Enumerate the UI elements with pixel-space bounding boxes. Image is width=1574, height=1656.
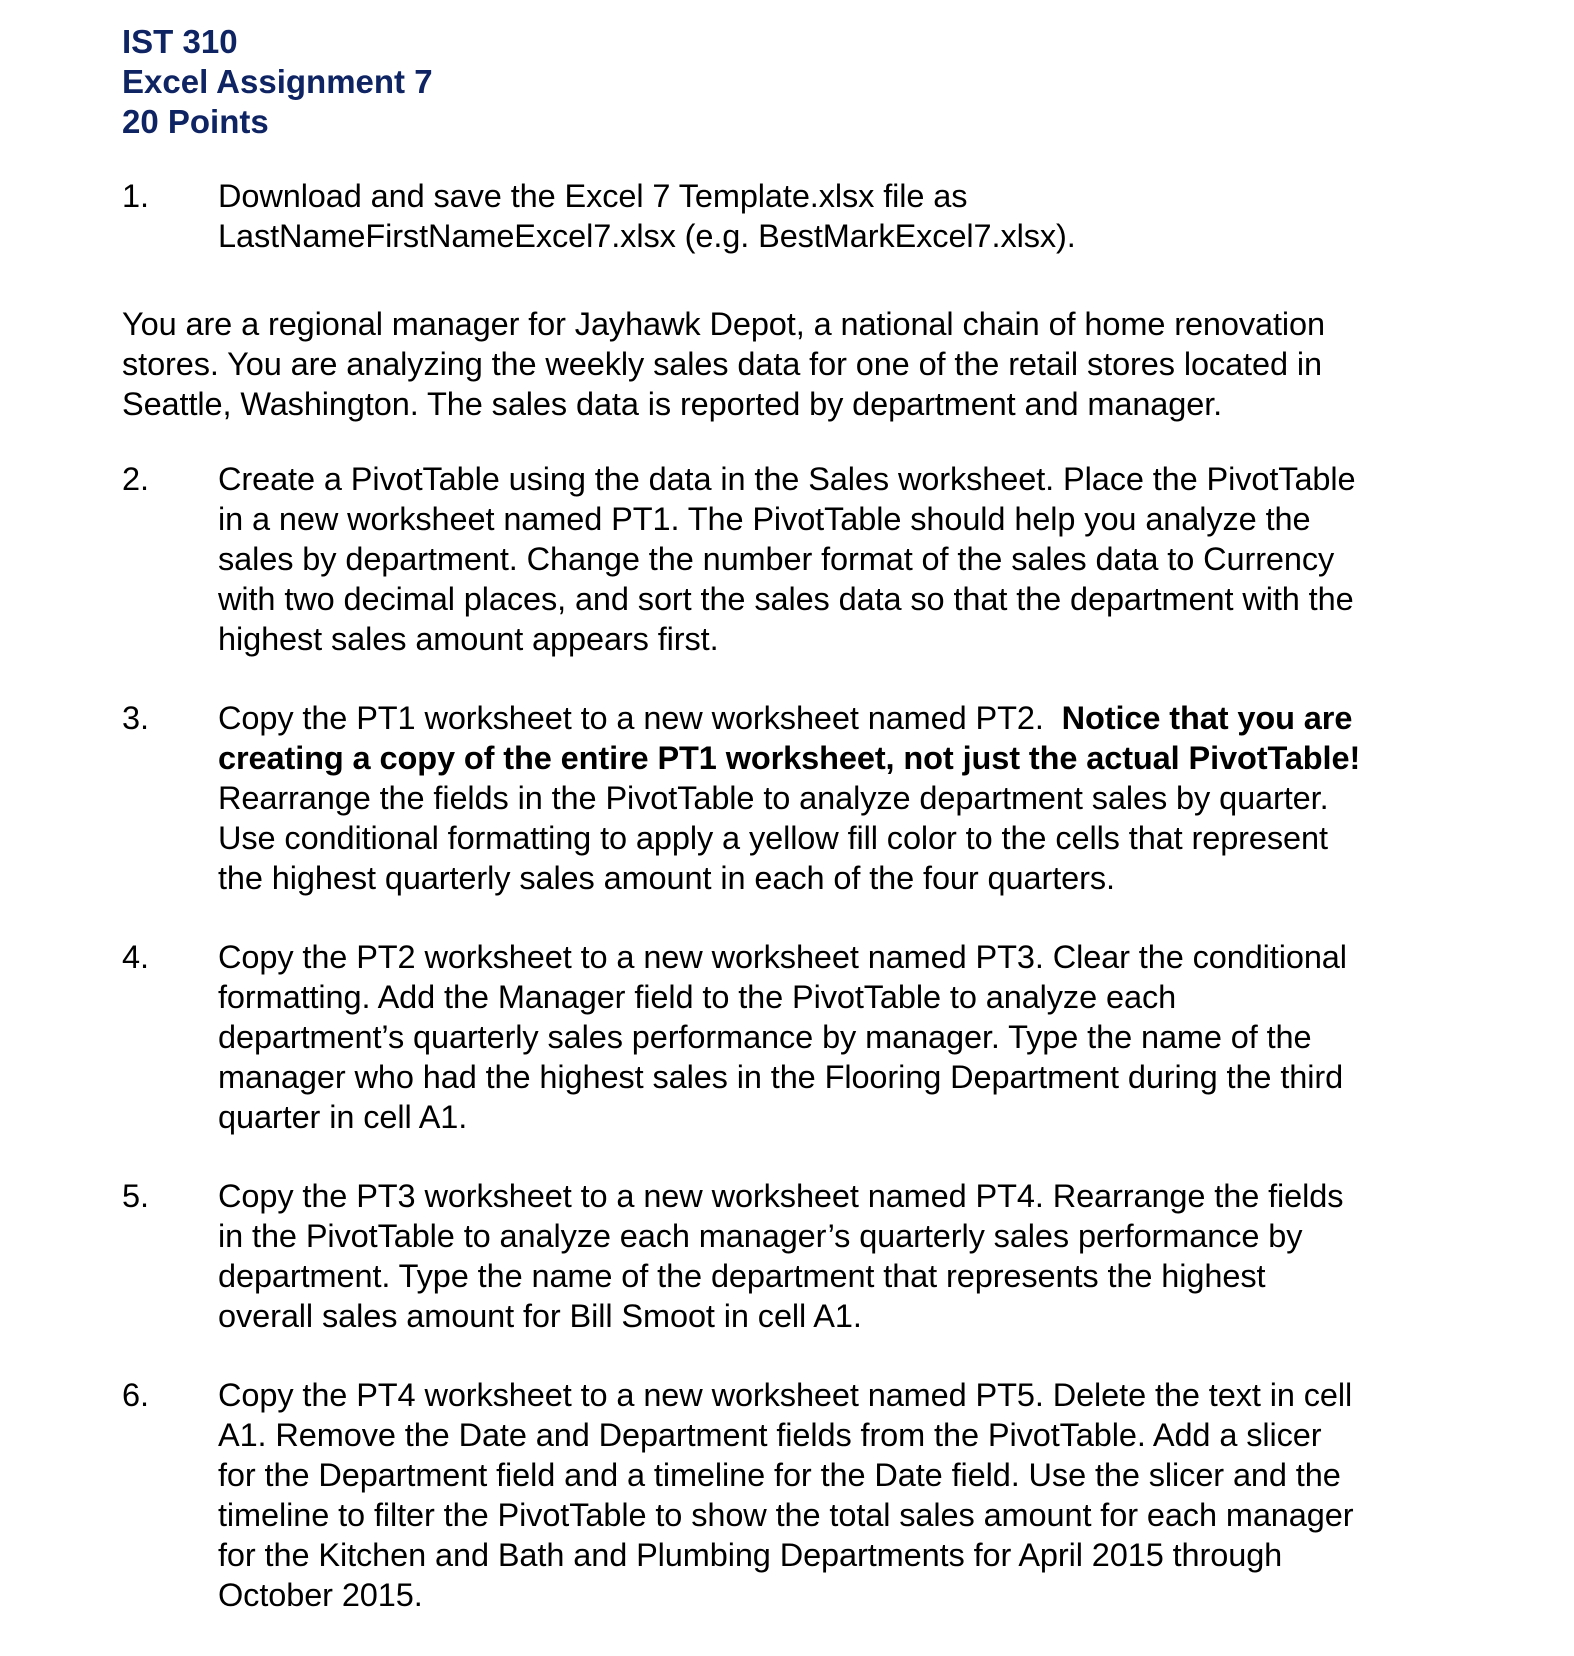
document-header: [122, 22, 433, 142]
step-text: [218, 1176, 1574, 1336]
emphasis-text: creating a copy of the entire PT1 worksheet, not just the actual PivotTable!: [218, 740, 1361, 776]
step-line: manager who had the highest sales in the Flooring Department during the third: [218, 1059, 1344, 1095]
step-number: 2.: [122, 461, 149, 497]
step-line: for the Kitchen and Bath and Plumbing Departments for April 2015 through: [218, 1537, 1283, 1573]
step-line: Download and save the Excel 7 Template.xlsx file as: [218, 178, 968, 214]
intro-paragraph: [122, 304, 1542, 424]
step-line: in the PivotTable to analyze each manager’s quarterly sales performance by: [218, 1218, 1303, 1254]
step-line: Copy the PT2 worksheet to a new worksheet named PT3. Clear the conditional: [218, 939, 1347, 975]
step-line: Use conditional formatting to apply a yellow fill color to the cells that represent: [218, 820, 1328, 856]
step-line: LastNameFirstNameExcel7.xlsx (e.g. BestMarkExcel7.xlsx).: [218, 218, 1076, 254]
step-line: Copy the PT4 worksheet to a new worksheet named PT5. Delete the text in cell: [218, 1377, 1353, 1413]
step-line: quarter in cell A1.: [218, 1099, 468, 1135]
intro-line: You are a regional manager for Jayhawk Depot, a national chain of home renovation: [122, 306, 1326, 342]
assignment-title: Excel Assignment 7: [122, 63, 433, 100]
step-line: with two decimal places, and sort the sales data so that the department with the: [218, 581, 1354, 617]
step-text: [218, 176, 1574, 256]
step-text: [218, 698, 1574, 898]
step-text: [218, 1375, 1574, 1615]
step-line: [218, 698, 1574, 738]
step-line: sales by department. Change the number format of the sales data to Currency: [218, 541, 1335, 577]
step-number: 3.: [122, 700, 149, 736]
step-line: [218, 738, 1574, 778]
step-line: for the Department field and a timeline for the Date field. Use the slicer and the: [218, 1457, 1341, 1493]
emphasis-text: Notice that you are: [1061, 700, 1353, 736]
step-line: highest sales amount appears first.: [218, 621, 719, 657]
step-line-text: Copy the PT1 worksheet to a new worksheet named PT2.: [218, 700, 1062, 736]
course-title: IST 310: [122, 23, 238, 60]
step-text: [218, 937, 1574, 1137]
intro-line: stores. You are analyzing the weekly sales data for one of the retail stores located in: [122, 346, 1322, 382]
step-line: October 2015.: [218, 1577, 423, 1613]
step-number: 6.: [122, 1377, 149, 1413]
intro-line: Seattle, Washington. The sales data is reported by department and manager.: [122, 386, 1223, 422]
step-line: in a new worksheet named PT1. The PivotTable should help you analyze the: [218, 501, 1311, 537]
step-line: department. Type the name of the department that represents the highest: [218, 1258, 1266, 1294]
step-number: 4.: [122, 939, 149, 975]
step-line: overall sales amount for Bill Smoot in cell A1.: [218, 1298, 862, 1334]
step-number: 5.: [122, 1178, 149, 1214]
step-text: [218, 459, 1574, 659]
step-line: timeline to filter the PivotTable to show the total sales amount for each manager: [218, 1497, 1354, 1533]
step-number: 1.: [122, 178, 149, 214]
step-line: Copy the PT3 worksheet to a new worksheet named PT4. Rearrange the fields: [218, 1178, 1344, 1214]
step-line: Create a PivotTable using the data in the Sales worksheet. Place the PivotTable: [218, 461, 1356, 497]
points-label: 20 Points: [122, 103, 269, 140]
step-line: formatting. Add the Manager field to the PivotTable to analyze each: [218, 979, 1177, 1015]
step-line: A1. Remove the Date and Department fields from the PivotTable. Add a slicer: [218, 1417, 1322, 1453]
step-line: Rearrange the fields in the PivotTable to analyze department sales by quarter.: [218, 780, 1329, 816]
step-line: department’s quarterly sales performance by manager. Type the name of the: [218, 1019, 1312, 1055]
step-line: the highest quarterly sales amount in each of the four quarters.: [218, 860, 1115, 896]
